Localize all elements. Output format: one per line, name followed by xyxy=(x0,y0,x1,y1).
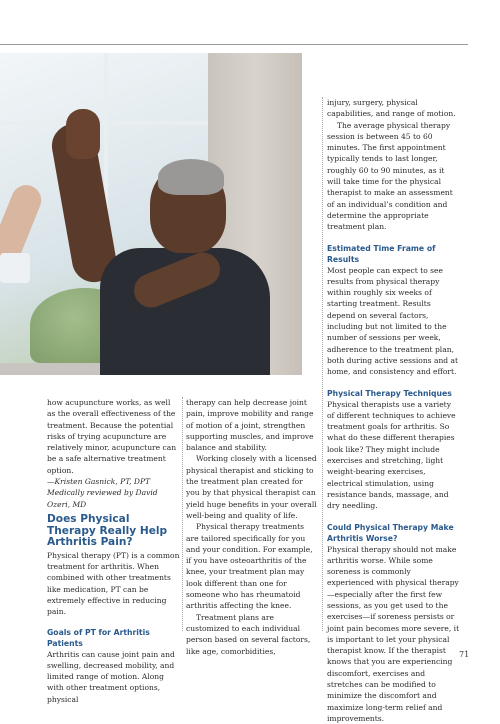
paragraph: Working closely with a licensed physical therapist and sticking to the treatment plan created for you by that physical therapist can yield huge benefits in your overall well-being and quality of life. xyxy=(186,453,317,521)
paragraph: Physical therapy should not make arthritis worse. While some soreness is commonly experienced with physical therapy—especially after the first few sessions, as you get used to the exercises—if soreness persists or joint pain becomes more severe, it is important to let your physical therapist know. If the therapist knows that you are experiencing discomfort, exercises and stretches can be modified to minimize the discomfort and maximize long-term relief and improvements. xyxy=(327,544,460,724)
article-heading: Does Physical Therapy Really Help Arthritis Pain? xyxy=(47,514,180,549)
page-number: 71 xyxy=(459,650,469,659)
photo-raised-hand xyxy=(66,109,100,159)
paragraph: Physical therapists use a variety of different techniques to achieve treatment goals for arthritis. So what do these different therapies look like? They might include exercises and stretching, light weight-bearing exercises, electrical stimulation, using resistance bands, massage, and dry needling. xyxy=(327,399,460,512)
column-divider xyxy=(182,397,183,631)
column-2 xyxy=(186,397,317,657)
top-rule xyxy=(0,44,468,45)
section-heading: Estimated Time Frame of Results xyxy=(327,243,460,265)
paragraph: therapy can help decrease joint pain, improve mobility and range of motion of a joint, strengthen supporting muscles, and improve balance and stability. xyxy=(186,397,317,453)
reviewer-credit: Medically reviewed by David Ozeri, MD xyxy=(47,487,180,510)
article-photo xyxy=(0,53,302,375)
column-1 xyxy=(47,397,180,705)
paragraph: Most people can expect to see results from physical therapy within roughly six weeks of starting treatment. Results depend on several factors, including but not limited to the number of sessions per week, adherence to the treatment plan, both during active sessions and at home, and consistency and effort. xyxy=(327,265,460,378)
paragraph: The average physical therapy session is between 45 to 60 minutes. The first appointment typically tends to last longer, roughly 60 to 90 minutes, as it will take time for the physical therapist to make an assessment of an individual’s condition and determine the appropriate treatment plan. xyxy=(327,120,460,233)
column-3 xyxy=(327,97,460,724)
author-credit: —Kristen Gasnick, PT, DPT xyxy=(47,476,180,487)
paragraph: injury, surgery, physical capabilities, and range of motion. xyxy=(327,97,460,120)
paragraph: Treatment plans are customized to each individual person based on several factors, like age, comorbidities, xyxy=(186,612,317,657)
paragraph: Physical therapy treatments are tailored specifically for you and your condition. For example, if you have osteoarthritis of the knee, your treatment plan may look different than one for someone who has rheumatoid arthritis affecting the knee. xyxy=(186,521,317,611)
paragraph: Physical therapy (PT) is a common treatment for arthritis. When combined with other treatments like medication, PT can be extremely effective in reducing pain. xyxy=(47,550,180,618)
paragraph: Arthritis can cause joint pain and swelling, decreased mobility, and limited range of motion. Along with other treatment options, physical xyxy=(47,649,180,705)
photo-hair xyxy=(158,159,224,195)
column-divider xyxy=(322,97,323,631)
section-heading: Physical Therapy Techniques xyxy=(327,388,460,399)
photo-therapist-sleeve xyxy=(0,253,30,283)
paragraph: how acupuncture works, as well as the overall effectiveness of the treatment. Because the potential risks of trying acupuncture are relatively minor, acupuncture can be a safe alternative treatment option. xyxy=(47,397,180,476)
section-heading: Goals of PT for Arthritis Patients xyxy=(47,627,180,649)
section-heading: Could Physical Therapy Make Arthritis Worse? xyxy=(327,522,460,544)
